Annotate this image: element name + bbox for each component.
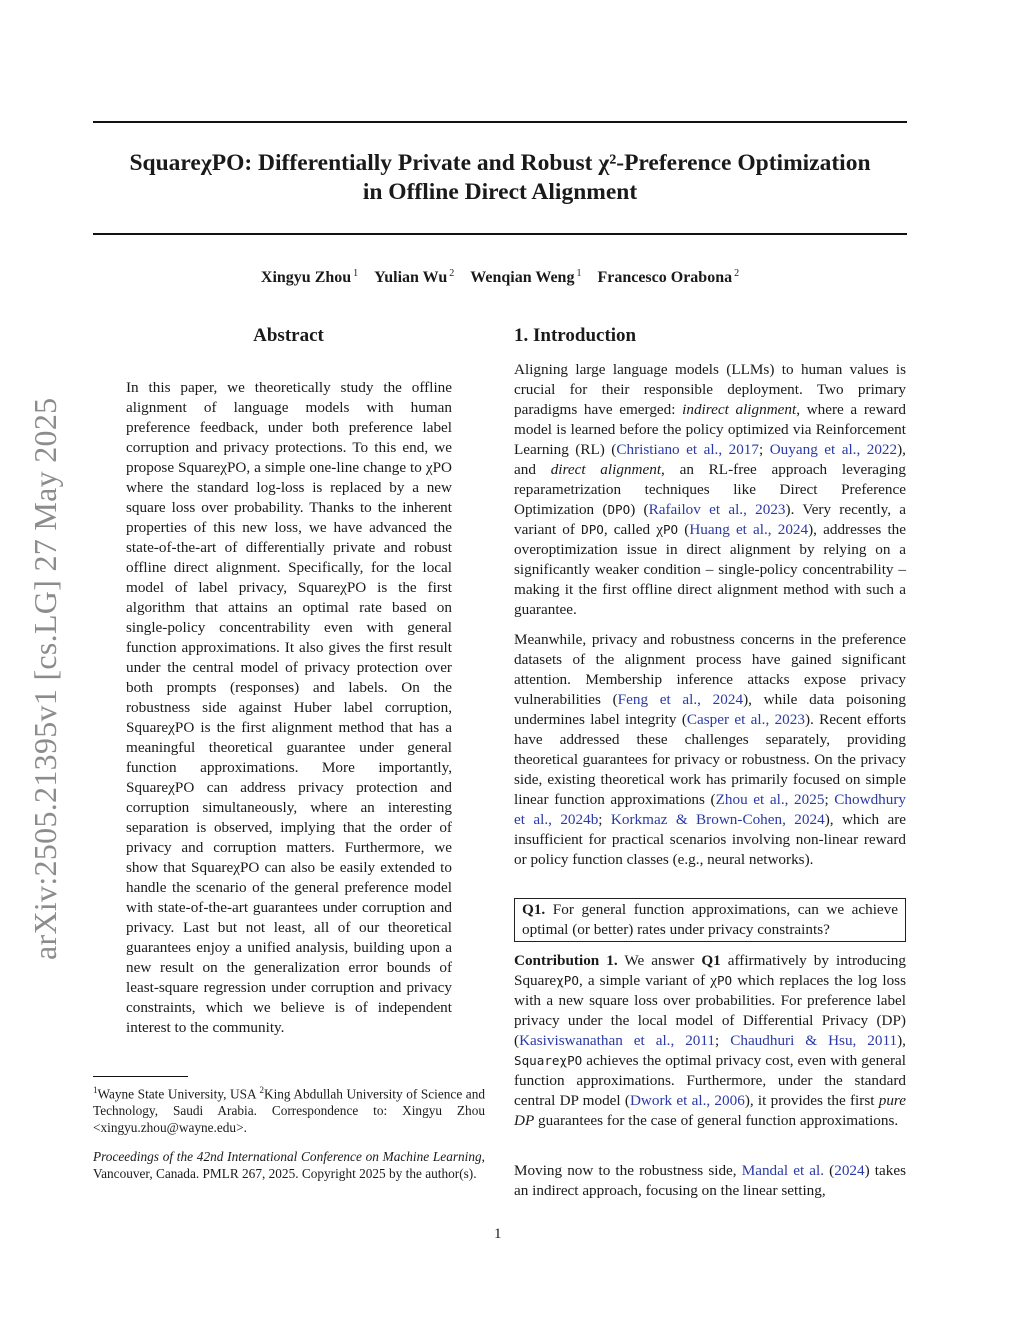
title-rule-bottom <box>93 233 907 235</box>
contribution-paragraph: Contribution 1. We answer Q1 affirmatively by introducing SquareχPO, a simple variant of χPO which replaces the log loss with a new square loss over probabilities. For preference label privacy under the local model of Differential Privacy (DP) (Kasiviswanathan et al., 2011; Chaudhuri & Hsu, 2011), SquareχPO achieves the optimal privacy cost, even with general function approximations. Furthermore, under the standard central DP model (Dwork et al., 2006), it provides the first pure DP guarantees for the case of general function approximations. <box>514 952 906 1129</box>
arxiv-identifier-stamp: arXiv:2505.21395v1 [cs.LG] 27 May 2025 <box>27 397 63 960</box>
author: Wenqian Weng $^1$ <box>470 268 582 287</box>
citation-link[interactable]: Casper et al., 2023 <box>686 711 805 728</box>
research-question-box: Q1. For general function approximations, can we achieve optimal (or better) rates under privacy constraints? <box>514 898 906 942</box>
citation-link[interactable]: Rafailov et al., 2023 <box>648 501 786 518</box>
page-number: 1 <box>494 1226 502 1242</box>
citation-link[interactable]: Korkmaz & Brown-Cohen, 2024 <box>610 811 825 828</box>
abstract-heading: Abstract <box>253 325 324 346</box>
author: Xingyu Zhou $^1$ <box>260 268 359 287</box>
proceedings-footnote: Proceedings of the 42nd International Conference on Machine Learning, Vancouver, Canada. PMLR 267, 2025. Copyright 2025 by the author(s). <box>93 1149 485 1181</box>
citation-link[interactable]: Kasiviswanathan et al., 2011 <box>519 1032 716 1049</box>
citation-link[interactable]: Dwork et al., 2006 <box>629 1092 745 1109</box>
footnote-divider <box>93 1076 188 1077</box>
citation-link[interactable]: Chowdhury et al., 2024b <box>514 791 906 828</box>
citation-link[interactable]: Feng et al., 2024 <box>617 691 744 708</box>
author: Yulian Wu $^2$ <box>374 268 455 287</box>
title-line-2: in Offline Direct Alignment <box>362 179 638 205</box>
abstract-text: In this paper, we theoretically study the offline alignment of language models with human preference feedback, under both preference label corruption and privacy protections. To this end, we propose SquareχPO, a simple one-line change to χPO where the standard log-loss is replaced by a new square loss over probability. Thanks to the inherent properties of this new loss, we have advanced the state-of-the-art of differentially private and robust offline direct alignment. Specifically, for the local model of label privacy, SquareχPO is the first algorithm that attains an optimal rate based on single-policy concentrability even with general function approximations. It also gives the first result under the central model of privacy protection over both prompts (responses) and labels. On the robustness side against Huber label corruption, SquareχPO is the first alignment method that has a meaningful theoretical guarantee under general function approximations. More importantly, SquareχPO can address privacy protection and corruption simultaneously, where an interesting separation is observed, implying that the order of privacy and corruption matters. Furthermore, we show that SquareχPO can also be easily extended to handle the scenario of the general preference model with state-of-the-art guarantees under corruption and privacy. Last but not least, all of our theoretical guarantees enjoy a unified analysis, building upon a new result on the generalization error bounds of least-square regression under corruption and privacy constraints, which we believe is of independent interest to the community. <box>126 379 452 1036</box>
citation-link[interactable]: Ouyang et al., 2022 <box>769 441 898 458</box>
citation-link[interactable]: 2024 <box>834 1162 865 1179</box>
paper-title <box>93 149 907 207</box>
intro-paragraph-2: Meanwhile, privacy and robustness concerns in the preference datasets of the alignment process have gained significant attention. Membership inference attacks expose privacy vulnerabilities (Feng et al., 2024), while data poisoning undermines label integrity (Casper et al., 2023). Recent efforts have addressed these challenges separately, providing theoretical guarantees for privacy or robustness. On the privacy side, existing theoretical work has primarily focused on simple linear function approximations (Zhou et al., 2025; Chowdhury et al., 2024b; Korkmaz & Brown-Cohen, 2024), which are insufficient for practical scenarios involving non-linear reward or policy function classes (e.g., neural networks). <box>514 631 907 868</box>
citation-link[interactable]: Mandal et al. <box>741 1162 825 1179</box>
citation-link[interactable]: Chaudhuri & Hsu, 2011 <box>730 1032 898 1049</box>
citation-link[interactable]: Christiano et al., 2017 <box>616 441 759 458</box>
affiliation-footnote: $^1$Wayne State University, USA $^2$King Abdullah University of Science and Technology, Saudi Arabia. Correspondence to: Xingyu Zhou <xingyu.zhou@wayne.edu>. <box>93 1085 486 1136</box>
citation-link[interactable]: Huang et al., 2024 <box>689 521 809 538</box>
title-rule-top <box>93 121 907 123</box>
intro-paragraph-3: Moving now to the robustness side, Mandal et al. (2024) takes an indirect approach, focusing on the linear setting, <box>514 1162 906 1199</box>
author-list <box>93 268 907 287</box>
citation-link[interactable]: Zhou et al., 2025 <box>715 791 825 808</box>
intro-paragraph-1: Aligning large language models (LLMs) to human values is crucial for their responsible deployment. Two primary paradigms have emerged: indirect alignment, where a reward model is learned before the policy optimized via Reinforcement Learning (RL) (Christiano et al., 2017; Ouyang et al., 2022), and direct alignment, an RL-free approach leveraging reparametrization techniques like Direct Preference Optimization (DPO) (Rafailov et al., 2023). Very recently, a variant of DPO, called χPO (Huang et al., 2024), addresses the overoptimization issue in direct alignment by relying on a significantly weaker condition – single-policy concentrability – making it the first offline direct alignment method with such a guarantee. <box>514 361 907 618</box>
introduction-heading: 1. Introduction <box>514 325 637 346</box>
title-line-1: SquareχPO: Differentially Private and Robust χ²-Preference Optimization <box>129 150 871 176</box>
author: Francesco Orabona $^2$ <box>597 268 740 287</box>
